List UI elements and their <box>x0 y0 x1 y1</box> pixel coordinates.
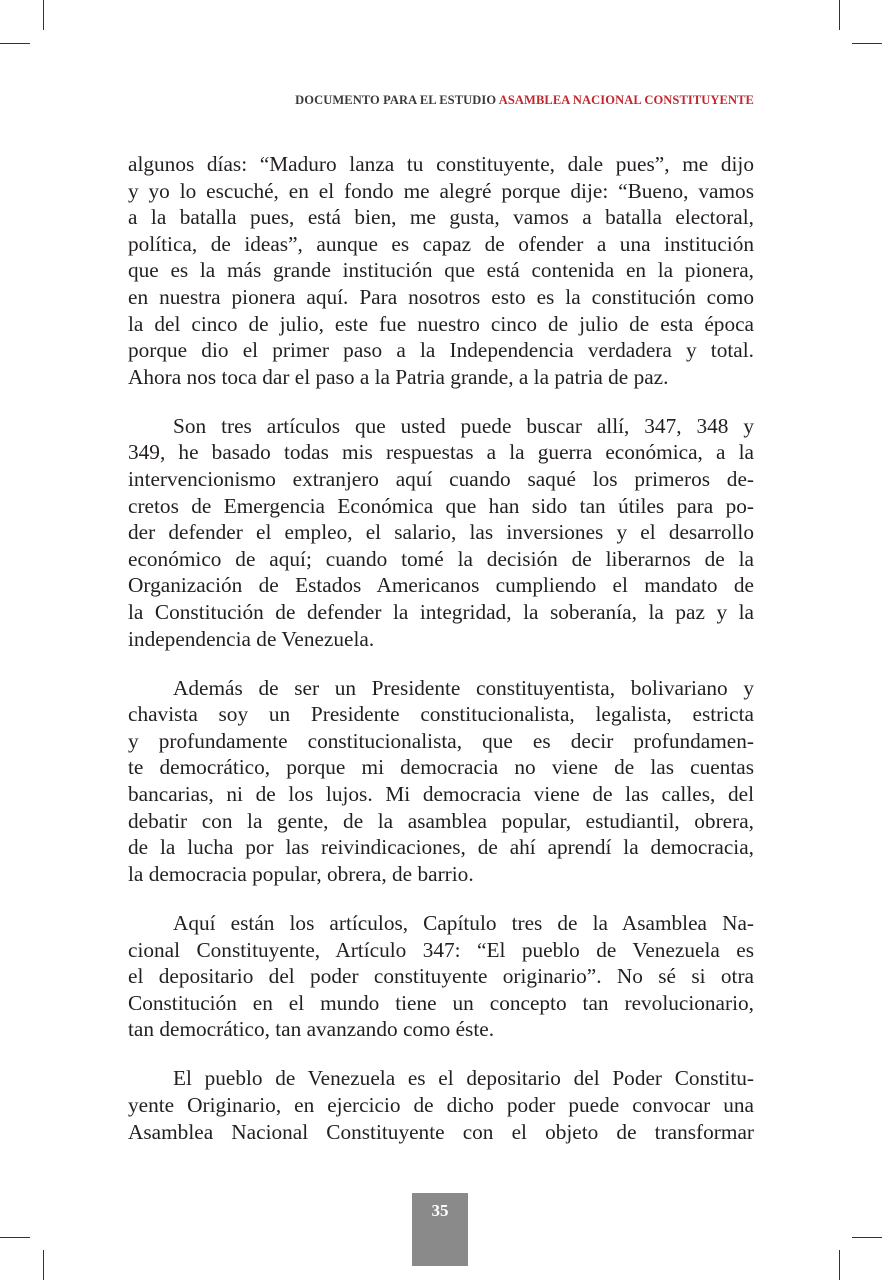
body-text <box>128 151 754 1168</box>
crop-mark <box>43 0 44 30</box>
crop-mark <box>839 1250 840 1280</box>
header-prefix: DOCUMENTO PARA EL ESTUDIO <box>295 93 497 107</box>
text-line: y yo lo escuché, en el fondo me alegré porque dije: “Bueno, vamos <box>128 178 754 203</box>
page-number-box <box>412 1193 468 1266</box>
text-line: 349, he basado todas mis respuestas a la guerra económica, a la <box>128 440 754 465</box>
paragraph <box>128 675 754 888</box>
text-line: la Constitución de defender la integridad, la soberanía, la paz y la <box>128 600 754 624</box>
text-line: la del cinco de julio, este fue nuestro cinco de julio de esta época <box>128 311 754 336</box>
text-line: política, de ideas”, aunque es capaz de ofender a una institución <box>128 231 754 256</box>
text-line: en nuestra pionera aquí. Para nosotros esto es la constitución como <box>128 284 754 309</box>
text-line: te democrático, porque mi democracia no viene de las cuentas <box>128 755 754 780</box>
paragraph <box>128 1065 754 1145</box>
text-line: tan democrático, tan avanzando como éste. <box>128 1017 495 1042</box>
text-line: algunos días: “Maduro lanza tu constituyente, dale pues”, me dijo <box>128 152 754 176</box>
page-number: 35 <box>431 1201 449 1220</box>
text-line: y profundamente constitucionalista, que es decir profundamen- <box>128 728 754 753</box>
crop-mark <box>852 1237 882 1238</box>
text-line: Asamblea Nacional Constituyente con el objeto de transformar <box>128 1119 754 1144</box>
running-header <box>295 93 754 108</box>
text-line: porque dio el primer paso a la Independencia verdadera y total. <box>128 338 754 363</box>
paragraph <box>128 151 754 390</box>
text-line: bancarias, ni de los lujos. Mi democracia viene de las calles, del <box>128 782 754 807</box>
crop-mark <box>839 0 840 30</box>
crop-mark <box>0 43 30 44</box>
text-line: yente Originario, en ejercicio de dicho poder puede convocar una <box>128 1093 754 1117</box>
text-line: Aquí están los artículos, Capítulo tres de la Asamblea Na- <box>173 910 754 935</box>
text-line: Ahora nos toca dar el paso a la Patria grande, a la patria de paz. <box>128 364 669 389</box>
text-line: Organización de Estados Americanos cumpliendo el mandato de <box>128 573 754 598</box>
crop-mark <box>43 1250 44 1280</box>
text-line: la democracia popular, obrera, de barrio. <box>128 861 474 886</box>
text-line: de la lucha por las reivindicaciones, de ahí aprendí la democracia, <box>128 835 754 860</box>
crop-mark <box>0 1237 30 1238</box>
text-line: der defender el empleo, el salario, las inversiones y el desarrollo <box>128 520 754 545</box>
text-line: cretos de Emergencia Económica que han sido tan útiles para po- <box>128 493 754 518</box>
crop-mark <box>852 43 882 44</box>
paragraph <box>128 413 754 652</box>
text-line: Además de ser un Presidente constituyentista, bolivariano y <box>173 675 754 700</box>
text-line: que es la más grande institución que está contenida en la pionera, <box>128 258 754 283</box>
text-line: cional Constituyente, Artículo 347: “El pueblo de Venezuela es <box>128 937 754 962</box>
text-line: intervencionismo extranjero aquí cuando saqué los primeros de- <box>128 467 754 492</box>
text-line: chavista soy un Presidente constitucionalista, legalista, estricta <box>128 702 754 727</box>
text-line: Constitución en el mundo tiene un concepto tan revolucionario, <box>128 990 754 1015</box>
text-line: Son tres artículos que usted puede buscar allí, 347, 348 y <box>173 413 754 438</box>
paragraph <box>128 910 754 1043</box>
text-line: económico de aquí; cuando tomé la decisión de liberarnos de la <box>128 546 754 571</box>
text-line: a la batalla pues, está bien, me gusta, vamos a batalla electoral, <box>128 205 754 230</box>
text-line: debatir con la gente, de la asamblea popular, estudiantil, obrera, <box>128 808 754 833</box>
text-line: independencia de Venezuela. <box>128 626 375 651</box>
text-line: El pueblo de Venezuela es el depositario del Poder Constitu- <box>173 1066 754 1091</box>
header-highlight: ASAMBLEA NACIONAL CONSTITUYENTE <box>498 93 754 107</box>
text-line: el depositario del poder constituyente originario”. No sé si otra <box>128 964 754 989</box>
